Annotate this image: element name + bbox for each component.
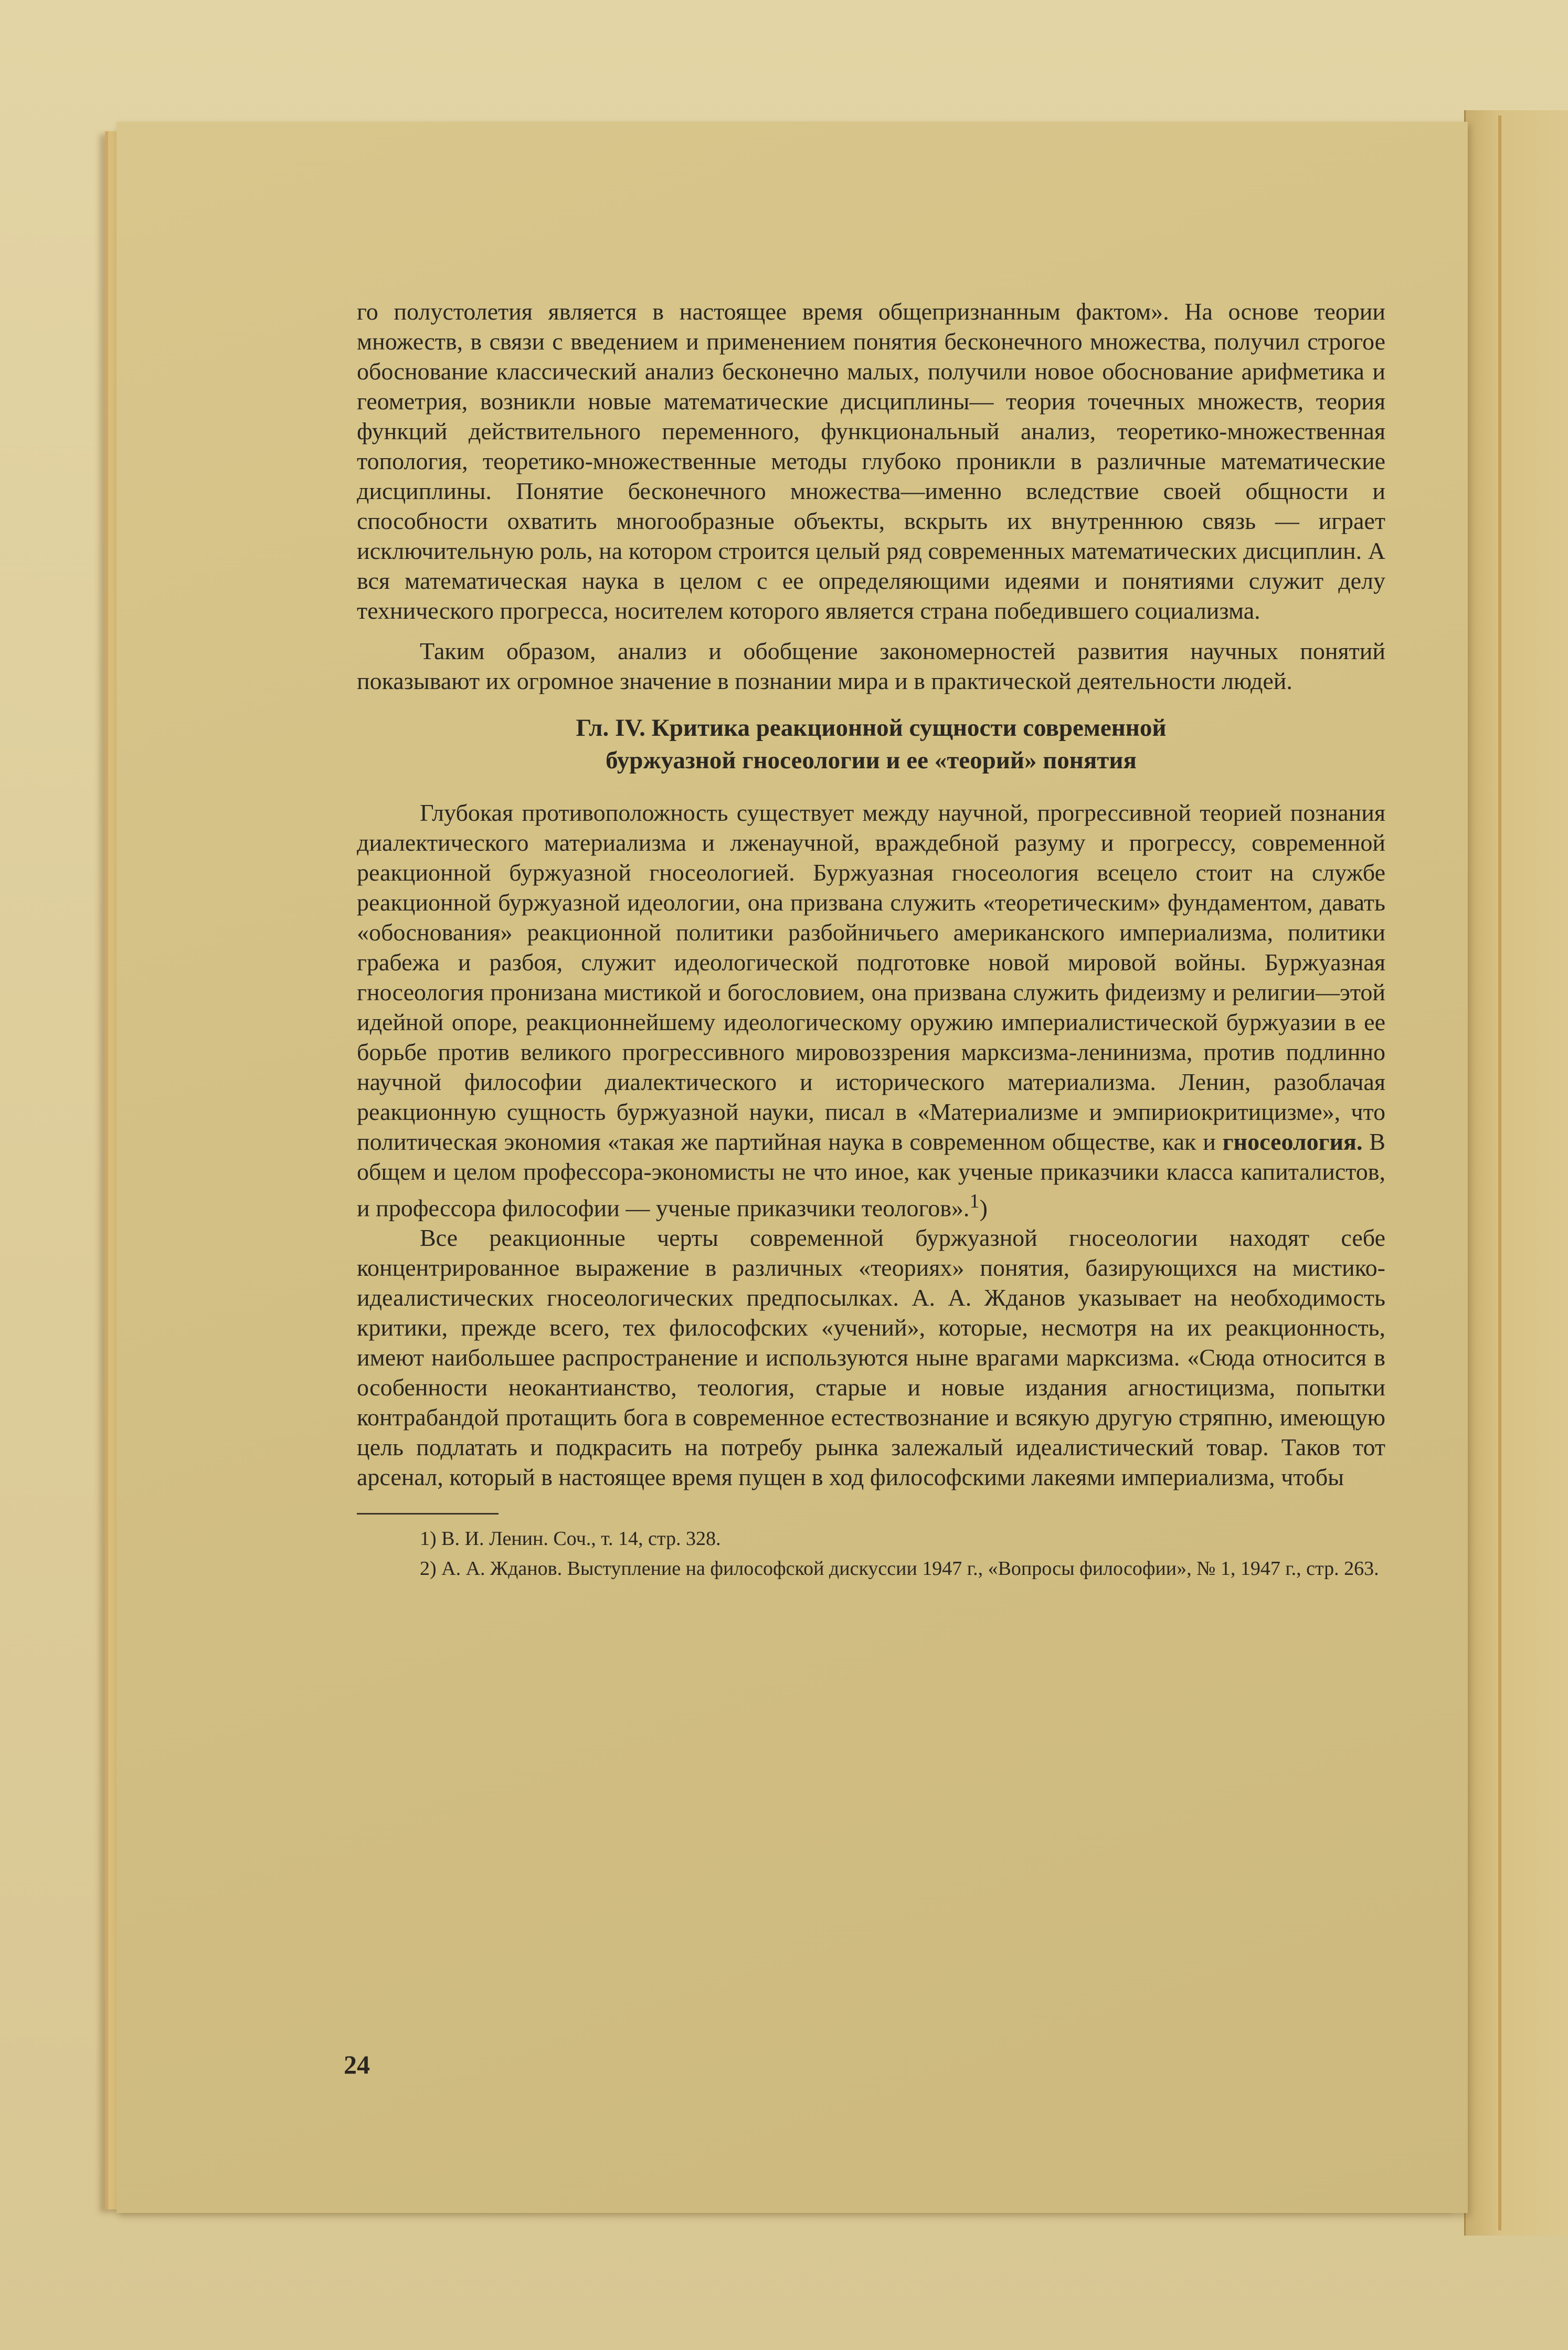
paragraph-opposition: Глубокая противоположность существует между научной, прогрессивной теорией познания диалектического материализма и лженаучной, враждебной разуму и прогрессу, современной реакционной буржуазной гносеологией. Буржуазная гносеология всецело стоит на службе реакционной буржуазной идеологии, она призвана служить «теоретическим» фундаментом, давать «обоснования» реакционной политики разбойничьего американского империализма, политики грабежа и разбоя, служит идеологической подготовке новой мировой войны. Буржуазная гносеология пронизана мистикой и богословием, она призвана служить фидеизму и религии—этой идейной опоре, реакционнейшему идеологическому оружию империалистической буржуазии в ее борьбе против великого прогрессивного мировоззрения марксизма-ленинизма, против подлинно научной философии диалектического и исторического материализма. Ленин, разоблачая реакционную сущность буржуазной науки, писал в «Материализме и эмпириокритицизме», что политическая экономия «такая же партийная наука в современном обществе, как и гносеология. В общем и целом профессора-экономисты не что иное, как ученые приказчики класса капиталистов, и профессора философии — ученые приказчики теологов».$^1$) <box>357 799 1385 1222</box>
paragraph-continuation: го полустолетия является в настоящее время общепризнанным фактом». На основе теории множеств, в связи с введением и применением понятия бесконечного множества, получил строгое обоснование классический анализ бесконечно малых, получили новое обоснование арифметика и геометрия, возникли новые математические дисциплины— теория точечных множеств, теория функций действительного переменного, функциональный анализ, теоретико-множественная топология, теоретико-множественные методы глубоко проникли в различные математические дисциплины. Понятие бесконечного множества—именно вследствие своей общности и способности охватить многообразные объекты, вскрыть их внутреннюю связь — играет исключительную роль, на котором строится целый ряд современных математических дисциплин. А вся математическая наука в целом с ее определяющими идеями и понятиями служит делу технического прогресса, носителем которого является страна победившего социализма. <box>357 298 1385 624</box>
page-number: 24 <box>344 2050 370 2079</box>
paragraph-opposition-text-1: Глубокая противоположность существует между научной, прогрессивной теорией познания диалектического материализма и лженаучной, враждебной разуму и прогрессу, современной реакционной буржуазной гносеологией. Буржуазная гносеология всецело стоит на службе реакционной буржуазной идеологии, она призвана служить «теоретическим» фундаментом, давать «обоснования» реакционной политики разбойничьего американского империализма, политики грабежа и разбоя, служит идеологической подготовке новой мировой войны. Буржуазная гносеология пронизана мистикой и богословием, она призвана служить фидеизму и религии—этой идейной опоре, реакционнейшему идеологическому оружию империалистической буржуазии в ее борьбе против великого прогрессивного мировоззрения марксизма-ленинизма, против подлинно научной философии диалектического и исторического материализма. Ленин, разоблачая реакционную сущность буржуазной науки, писал в «Материализме и эмпириокритицизме», что политическая экономия «такая же партийная наука в современном обществе, как и <box>357 799 1385 1155</box>
footnote-2: 2) А. А. Жданов. Выступление на философской дискуссии 1947 г., «Вопросы философии», № 1, 1947 г., стр. 263. <box>420 1558 1379 1580</box>
footnote-1: 1) В. И. Ленин. Соч., т. 14, стр. 328. <box>420 1528 721 1550</box>
paragraph-opposition-text-2: В общем и целом профессора-экономисты не что иное, как ученые приказчики класса капиталистов, и профессора философии — ученые приказчики теологов». <box>357 1128 1385 1222</box>
chapter-heading <box>357 712 1385 777</box>
page-content <box>357 297 1385 1584</box>
adjacent-page-edge <box>1464 110 1568 2236</box>
bold-term-gnoseology: гносеология. <box>1222 1128 1363 1155</box>
paragraph-conclusion: Таким образом, анализ и обобщение закономерностей развития научных понятий показывают их огромное значение в познании мира и в практической деятельности людей. <box>357 638 1385 694</box>
paragraph-reactionary-theories: Все реакционные черты современной буржуазной гносеологии находят себе концентрированное выражение в различных «теориях» понятия, базирующихся на мистико-идеалистических гносеологических предпосылках. А. А. Жданов указывает на необходимость критики, прежде всего, тех философских «учений», которые, несмотря на их реакционность, имеют наибольшее распространение и используются ныне врагами марксизма. «Сюда относится в особенности неокантианство, теология, старые и новые издания агностицизма, попытки контрабандой протащить бога в современное естествознание и всякую другую стряпню, имеющую цель подлатать и подкрасить на потребу рынка залежалый идеалистический товар. Таков тот арсенал, который в настоящее время пущен в ход философскими лакеями империализма, чтобы <box>357 1224 1385 1491</box>
footnote-divider <box>357 1513 499 1515</box>
chapter-heading-line-1: Гл. IV. Критика реакционной сущности современной <box>576 714 1167 742</box>
footnote-ref-1: 1 <box>969 1190 980 1212</box>
adjacent-page-fold <box>1498 115 1501 2230</box>
chapter-heading-line-2: буржуазной гносеологии и ее «теорий» понятия <box>606 747 1137 774</box>
